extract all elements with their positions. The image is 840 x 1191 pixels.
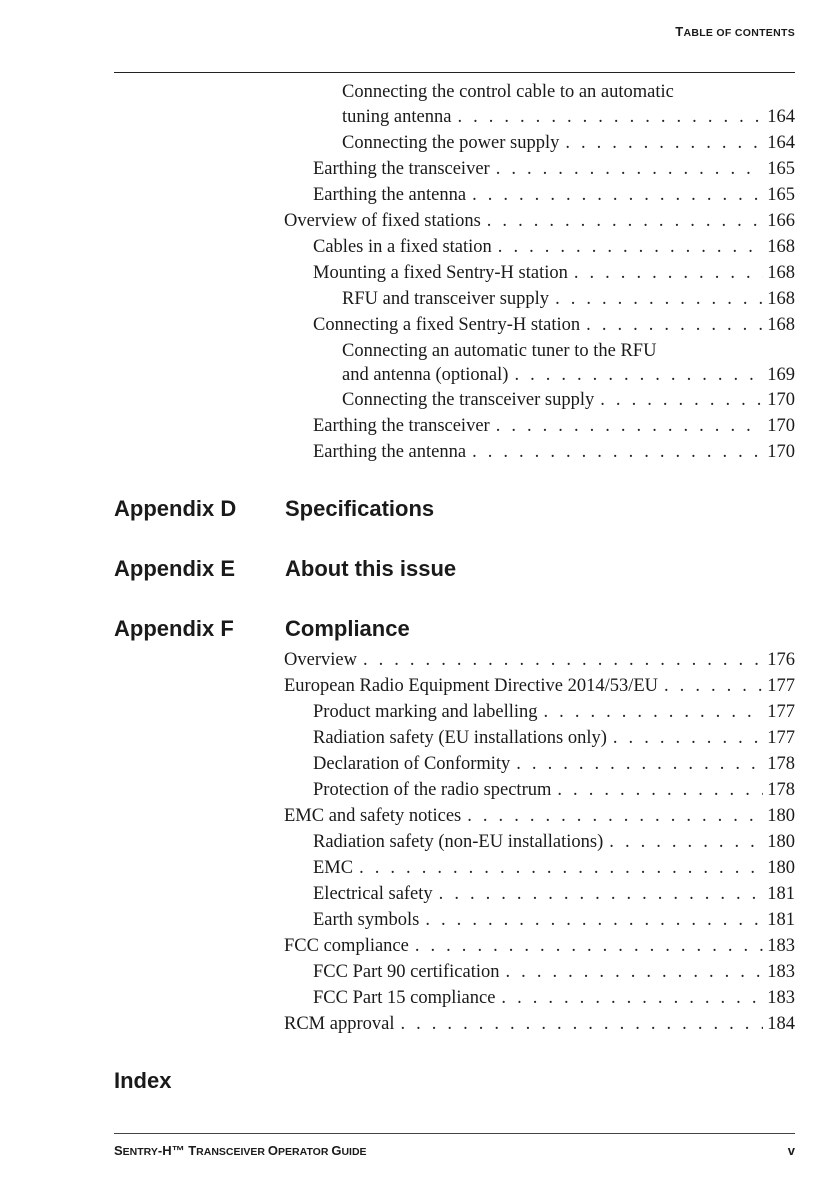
footer-title: SENTRY-H™ TRANSCEIVER OPERATOR GUIDE <box>114 1143 367 1158</box>
toc-entry[interactable]: Connecting the transceiver supply . . . 170 <box>284 387 795 413</box>
toc-entry[interactable]: Earthing the transceiver . . . 170 <box>284 413 795 439</box>
toc-entry[interactable]: Electrical safety . . . 181 <box>284 881 795 907</box>
toc-entry[interactable]: Earthing the transceiver . . . 165 <box>284 156 795 182</box>
toc-entry[interactable]: FCC compliance . . . 183 <box>284 933 795 959</box>
toc-entry[interactable]: Radiation safety (EU installations only) . . . 177 <box>284 725 795 751</box>
header-small-caps-2: CONTENTS <box>734 27 795 39</box>
appendix-d-title[interactable]: Specifications <box>285 496 435 521</box>
toc-entry[interactable]: Overview of fixed stations . . . 166 <box>284 208 795 234</box>
header-rule <box>114 72 795 73</box>
footer-rule <box>114 1133 795 1134</box>
running-header <box>675 24 795 39</box>
appendix-f-title[interactable]: Compliance <box>285 616 410 641</box>
toc-entry[interactable]: Protection of the radio spectrum . . . 178 <box>284 777 795 803</box>
toc-entry[interactable]: Overview . . . 176 <box>284 647 795 673</box>
toc-entry[interactable]: EMC . . . 180 <box>284 855 795 881</box>
toc-entry[interactable]: Product marking and labelling . . . 177 <box>284 699 795 725</box>
toc-entry[interactable]: European Radio Equipment Directive 2014/53/EU . . . 177 <box>284 673 795 699</box>
toc-entry[interactable]: Mounting a fixed Sentry-H station . . . 168 <box>284 260 795 286</box>
toc-entry[interactable]: RFU and transceiver supply . . . 168 <box>284 286 795 312</box>
appendix-e-label: Appendix E <box>114 556 236 581</box>
header-small-caps: ABLE OF <box>683 27 735 39</box>
toc-entry[interactable]: Earth symbols . . . 181 <box>284 907 795 933</box>
toc-entry[interactable]: FCC Part 15 compliance . . . 183 <box>284 985 795 1011</box>
header-cap: T <box>675 24 684 39</box>
toc-entry[interactable]: RCM approval . . . 184 <box>284 1011 795 1037</box>
toc-entry[interactable]: Declaration of Conformity . . . 178 <box>284 751 795 777</box>
toc-entry[interactable]: FCC Part 90 certification . . . 183 <box>284 959 795 985</box>
toc-entry[interactable]: Radiation safety (non-EU installations) . . . 180 <box>284 829 795 855</box>
toc-entry[interactable]: and antenna (optional) . . . 169 <box>284 362 795 388</box>
toc-entry[interactable]: EMC and safety notices . . . 180 <box>284 803 795 829</box>
index-heading[interactable]: Index <box>114 1068 172 1093</box>
toc-entry[interactable]: Connecting a fixed Sentry-H station . . . 168 <box>284 312 795 338</box>
toc-entry[interactable]: tuning antenna . . . 164 <box>284 104 795 130</box>
appendix-f-label: Appendix F <box>114 616 234 641</box>
toc-entry[interactable]: Connecting the power supply . . . 164 <box>284 130 795 156</box>
toc-entry-line[interactable]: Connecting an automatic tuner to the RFU <box>342 341 657 361</box>
toc-entry[interactable]: Earthing the antenna . . . 170 <box>284 439 795 465</box>
toc-entry[interactable]: Cables in a fixed station . . . 168 <box>284 234 795 260</box>
toc-entry-line[interactable]: Connecting the control cable to an automatic <box>342 82 674 102</box>
appendix-d-label: Appendix D <box>114 496 237 521</box>
toc-entry[interactable]: Earthing the antenna . . . 165 <box>284 182 795 208</box>
page-number: v <box>787 1143 795 1158</box>
appendix-e-title[interactable]: About this issue <box>285 556 457 581</box>
